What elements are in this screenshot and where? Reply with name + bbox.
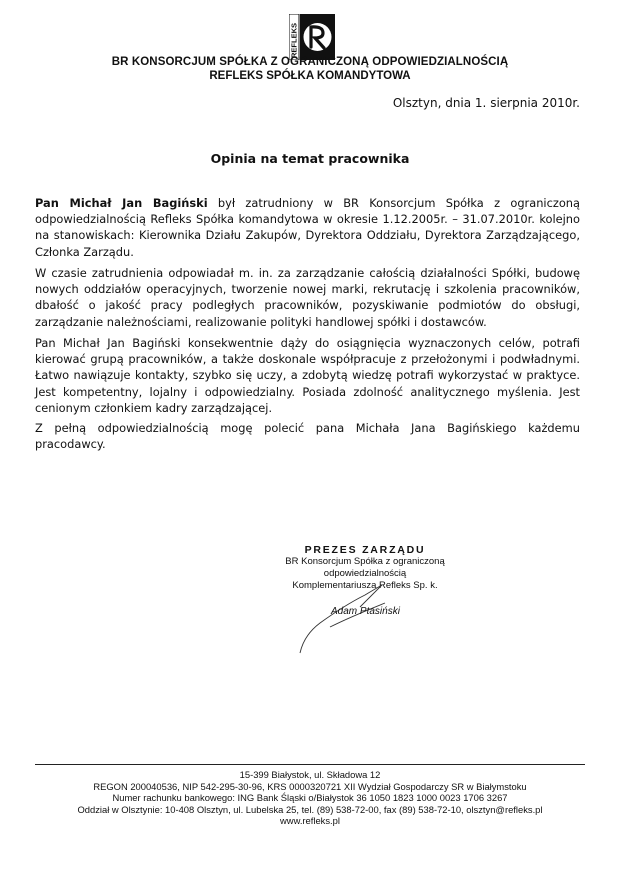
paragraph-employment-text: był zatrudniony w BR Konsorcjum Spółka z ograniczoną odpowiedzialnością Refleks Spółka komandytowa w okresie 1.12.2005r. – 31.07.2010r. kolejno na stanowiskach: Kierownika Działu Zakupów, Dyrektora Oddziału, Dyrektora Zarządzającego, Członka Zarządu.	[35, 196, 581, 259]
employee-name: Pan Michał Jan Bagiński	[35, 196, 208, 210]
footer-address: 15-399 Białystok, ul. Składowa 12	[239, 769, 381, 780]
company-name-line2: REFLEKS SPÓŁKA KOMANDYTOWA	[209, 70, 411, 82]
logo-wordmark: REFLEKS	[289, 22, 299, 58]
signature-title: PREZES ZARZĄDU	[304, 544, 426, 556]
footer-divider	[35, 764, 585, 765]
letter-date: Olsztyn, dnia 1. sierpnia 2010r.	[392, 96, 580, 110]
footer-bank-account: Numer rachunku bankowego: ING Bank Śląski o/Białystok 36 1050 1823 1000 0023 1706 3267	[112, 792, 508, 804]
signer-name: Adam Ptasiński	[331, 606, 400, 617]
company-name-line1: BR KONSORCJUM SPÓŁKA Z OGRANICZONĄ ODPOWIEDZIALNOŚCIĄ	[111, 56, 509, 68]
letter-title: Opinia na temat pracownika	[210, 151, 410, 166]
refleks-logo-icon	[289, 14, 335, 60]
footer-branch: Oddział w Olsztynie: 10-408 Olsztyn, ul. Lubelska 25, tel. (89) 538-72-00, fax (89) 538-72-10, olsztyn@refleks.pl	[77, 803, 543, 815]
paragraph-recommendation: Z pełną odpowiedzialnością mogę polecić pana Michała Jana Bagińskiego każdemu pracodawcy.	[35, 421, 580, 452]
paragraph-responsibilities: W czasie zatrudnienia odpowiadał m. in. za zarządzanie całością działalności Spółki, budowę nowych oddziałów operacyjnych, tworzenie nowej marki, rekrutację i szkolenia pracowników, dbałość o jakość pracy podległych pracowników, pozyskiwanie podmiotów do obsługi, zarządzanie należnościami, realizowanie polityki handlowej spółki i dostawców.	[35, 266, 580, 329]
footer-website: www.refleks.pl	[280, 815, 340, 827]
paragraph-qualities: Pan Michał Jan Bagiński konsekwentnie dąży do osiągnięcia wyznaczonych celów, potrafi kierować grupą pracowników, a także doskonale współpracuje z przełożonymi i podwładnymi. Łatwo nawiązuje kontakty, szybko się uczy, a zdobytą wiedzę potrafi wykorzystać w praktyce. Jest kompetentny, lojalny i odpowiedzialny. Posiada zdolność analitycznego myślenia. Jest cenionym członkiem kadry zarządzającej.	[35, 336, 580, 415]
paragraph-employment	[35, 195, 580, 260]
footer	[0, 769, 620, 827]
footer-registration: REGON 200040536, NIP 542-295-30-96, KRS 0000320721 XII Wydział Gospodarczy SR w Białymstoku	[93, 780, 527, 792]
signature-company-line2: Komplementariusza Refleks Sp. k.	[292, 580, 438, 591]
signature-company-line1: BR Konsorcjum Spółka z ograniczoną odpowiedzialnością	[285, 556, 445, 579]
company-logo	[289, 14, 335, 60]
handwritten-signature	[290, 575, 420, 665]
